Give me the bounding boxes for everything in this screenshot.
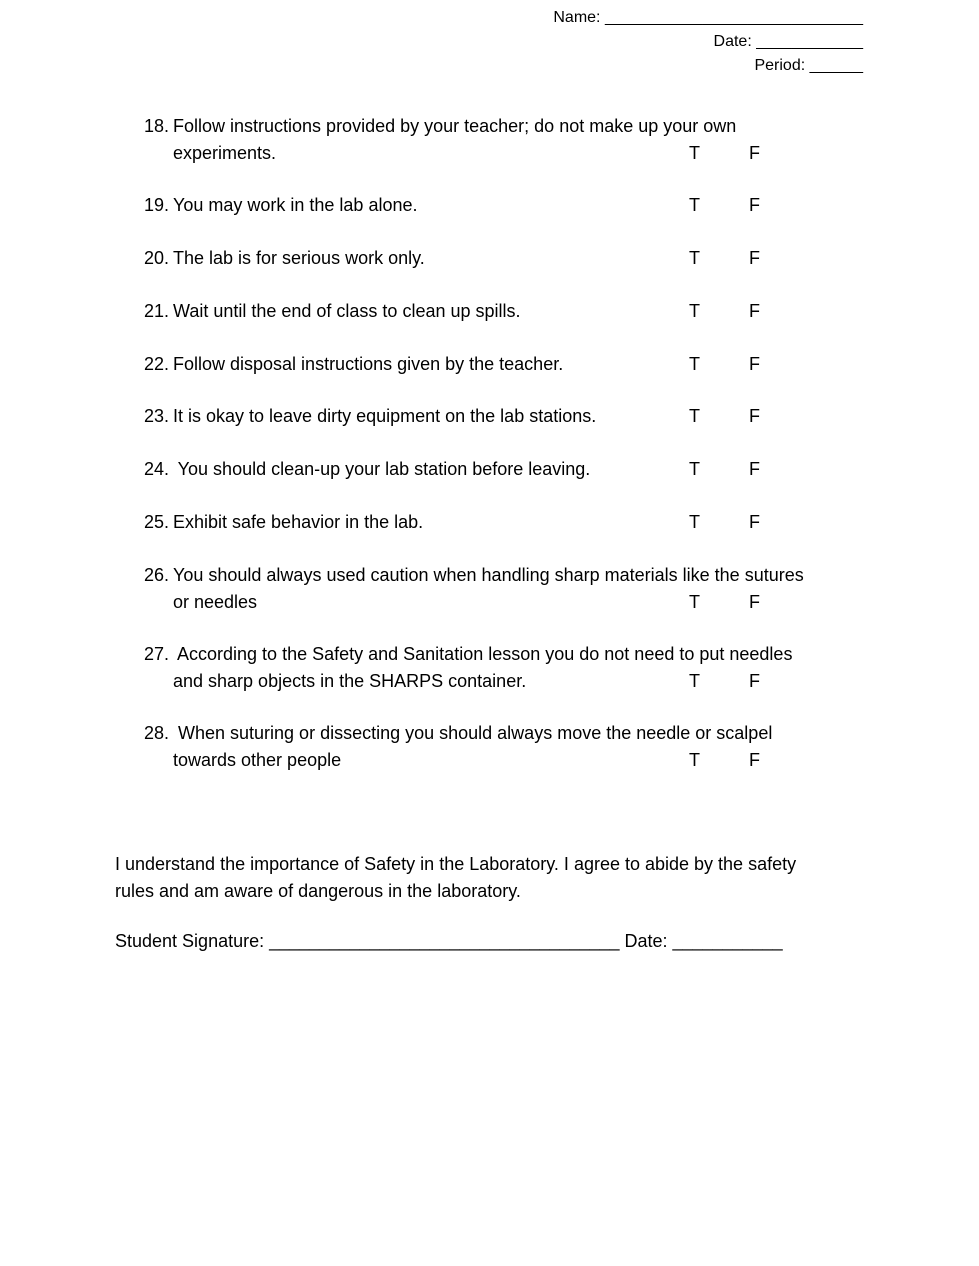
question-item	[144, 403, 864, 430]
question-item	[144, 509, 864, 536]
question-text-line: experiments.	[173, 142, 277, 163]
question-item	[144, 720, 864, 773]
true-option[interactable]: T	[689, 248, 700, 268]
question-text	[173, 641, 864, 694]
true-option[interactable]: T	[689, 301, 700, 321]
question-number: 27.	[144, 644, 170, 664]
question-number: 24.	[144, 459, 170, 479]
question-text	[173, 403, 864, 430]
false-option[interactable]: F	[749, 142, 760, 163]
true-option[interactable]: T	[689, 195, 700, 215]
question-item	[144, 562, 864, 615]
question-number: 18.	[144, 116, 170, 136]
student-signature-line: Student Signature: ___________________________________ Date: ___________	[115, 931, 783, 951]
question-text-line: You should clean-up your lab station before leaving.	[173, 459, 591, 479]
question-number: 28.	[144, 723, 170, 743]
question-text	[173, 509, 864, 536]
question-text-line: It is okay to leave dirty equipment on the lab stations.	[173, 406, 597, 426]
question-text	[173, 456, 864, 483]
header-name-line: Name: _____________________________	[553, 9, 863, 26]
false-option[interactable]: F	[749, 406, 760, 426]
false-option[interactable]: F	[749, 512, 760, 532]
question-text-line: You should always used caution when handling sharp materials like the sutures	[173, 565, 804, 585]
false-option[interactable]: F	[749, 248, 760, 268]
true-option[interactable]: T	[689, 749, 700, 770]
question-item	[144, 456, 864, 483]
question-item	[144, 298, 864, 325]
question-text	[173, 298, 864, 325]
question-item	[144, 192, 864, 219]
question-text-line: towards other people	[173, 749, 342, 770]
true-option[interactable]: T	[689, 142, 700, 163]
true-option[interactable]: T	[689, 406, 700, 426]
false-option[interactable]: F	[749, 591, 760, 612]
question-text	[173, 351, 864, 378]
question-item	[144, 245, 864, 272]
question-text	[173, 245, 864, 272]
true-option[interactable]: T	[689, 670, 700, 691]
question-number: 20.	[144, 248, 170, 268]
header-period-line: Period: ______	[754, 57, 863, 74]
agreement-line-1: I understand the importance of Safety in the Laboratory. I agree to abide by the safety	[115, 854, 797, 874]
header-date-line: Date: ____________	[713, 33, 863, 50]
false-option[interactable]: F	[749, 459, 760, 479]
question-text-line: You may work in the lab alone.	[173, 195, 418, 215]
question-text-line: When suturing or dissecting you should always move the needle or scalpel	[173, 723, 773, 743]
question-text-line: The lab is for serious work only.	[173, 248, 425, 268]
true-option[interactable]: T	[689, 459, 700, 479]
false-option[interactable]: F	[749, 749, 760, 770]
false-option[interactable]: F	[749, 301, 760, 321]
question-item	[144, 113, 864, 166]
question-text	[173, 562, 864, 615]
question-text-line: or needles	[173, 591, 258, 612]
question-text	[173, 113, 864, 166]
question-number: 26.	[144, 565, 170, 585]
question-number: 25.	[144, 512, 170, 532]
false-option[interactable]: F	[749, 670, 760, 691]
true-option[interactable]: T	[689, 512, 700, 532]
true-option[interactable]: T	[689, 354, 700, 374]
question-text	[173, 720, 864, 773]
question-item	[144, 351, 864, 378]
question-number: 19.	[144, 195, 170, 215]
question-text-line: Exhibit safe behavior in the lab.	[173, 512, 424, 532]
question-text-line: and sharp objects in the SHARPS container.	[173, 670, 527, 691]
question-number: 22.	[144, 354, 170, 374]
agreement-statement	[115, 851, 875, 904]
agreement-line-2: rules and am aware of dangerous in the laboratory.	[115, 880, 521, 901]
question-item	[144, 641, 864, 694]
question-number: 23.	[144, 406, 170, 426]
false-option[interactable]: F	[749, 354, 760, 374]
question-text-line: Wait until the end of class to clean up spills.	[173, 301, 521, 321]
question-text-line: Follow disposal instructions given by the teacher.	[173, 354, 564, 374]
question-text-line: Follow instructions provided by your teacher; do not make up your own	[173, 116, 737, 136]
question-text	[173, 192, 864, 219]
false-option[interactable]: F	[749, 195, 760, 215]
true-option[interactable]: T	[689, 591, 700, 612]
question-text-line: According to the Safety and Sanitation lesson you do not need to put needles	[173, 644, 793, 664]
question-number: 21.	[144, 301, 170, 321]
